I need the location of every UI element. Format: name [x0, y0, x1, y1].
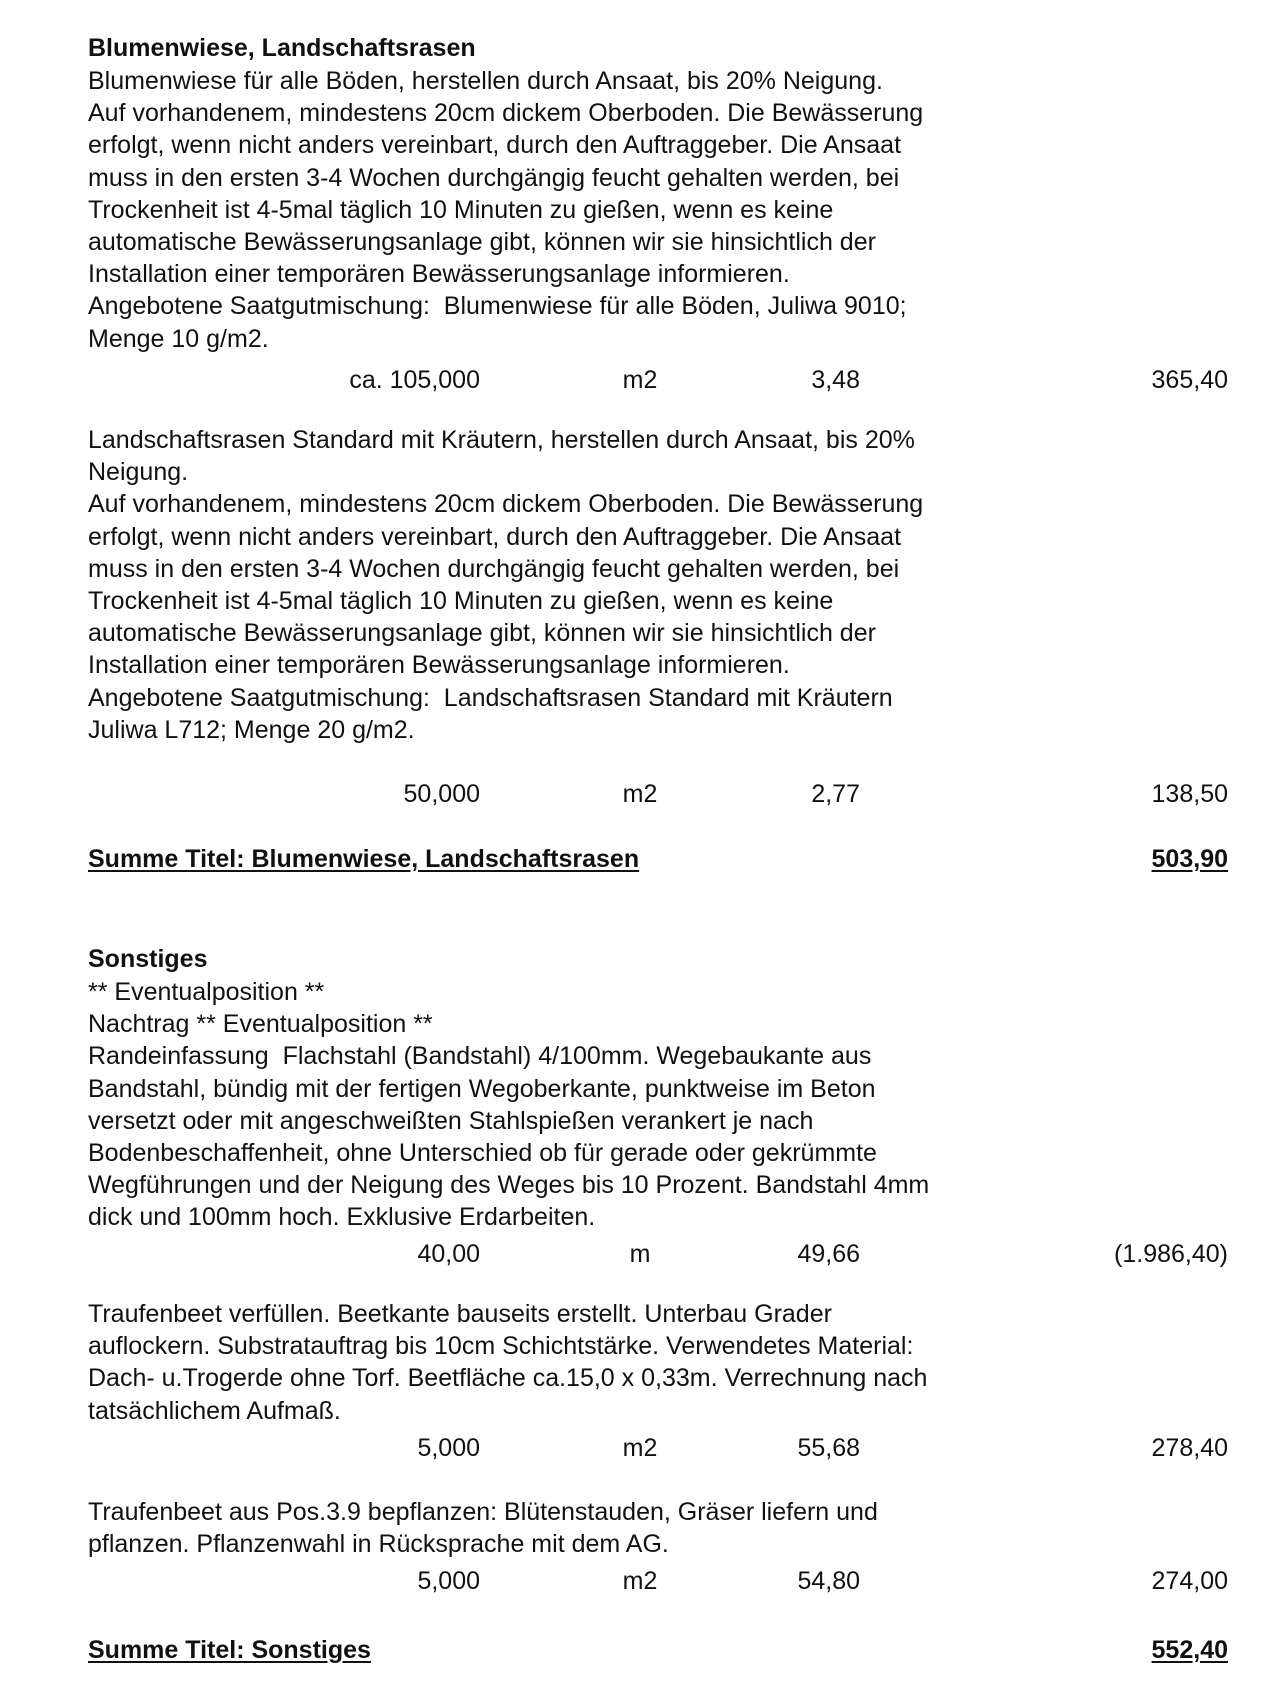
unit-price: 2,77 [811, 780, 860, 808]
unit-price: 49,66 [797, 1240, 860, 1268]
unit: m2 [622, 780, 658, 808]
position-description [88, 65, 1088, 355]
position-values-row [0, 1238, 1280, 1270]
position-description [88, 976, 1088, 1234]
description-line: Auf vorhandenem, mindestens 20cm dickem Oberboden. Die Bewässerung [88, 99, 924, 128]
quantity: ca. 105,000 [349, 366, 480, 394]
description-line: versetzt oder mit angeschweißten Stahlspießen verankert je nach [88, 1106, 814, 1135]
description-line: Landschaftsrasen Standard mit Kräutern, herstellen durch Ansaat, bis 20% [88, 426, 915, 454]
quantity: 5,000 [417, 1434, 480, 1462]
description-line: Bandstahl, bündig mit der fertigen Wegoberkante, punktweise im Beton [88, 1074, 876, 1103]
description-line: Wegführungen und der Neigung des Weges bis 10 Prozent. Bandstahl 4mm [88, 1171, 930, 1200]
unit-price: 55,68 [797, 1434, 860, 1462]
position-description [88, 1298, 1088, 1427]
line-total: (1.986,40) [1114, 1240, 1228, 1268]
unit: m2 [622, 1434, 658, 1462]
description-line: muss in den ersten 3-4 Wochen durchgängig feucht gehalten werden, bei [88, 163, 900, 192]
description-line: erfolgt, wenn nicht anders vereinbart, durch den Auftraggeber. Die Ansaat [88, 131, 902, 160]
description-line: dick und 100mm hoch. Exklusive Erdarbeiten. [88, 1203, 596, 1232]
description-line: Dach- u.Trogerde ohne Torf. Beetfläche ca.15,0 x 0,33m. Verrechnung nach [88, 1364, 928, 1393]
section-sum-value: 503,90 [1151, 845, 1228, 873]
position-values-row [0, 1565, 1280, 1597]
description-line: Traufenbeet verfüllen. Beetkante bauseits erstellt. Unterbau Grader [88, 1300, 832, 1328]
description-line: Neigung. [88, 458, 189, 487]
section-title: Blumenwiese, Landschaftsrasen [88, 34, 476, 62]
description-line: Angebotene Saatgutmischung: Blumenwiese für alle Böden, Juliwa 9010; [88, 292, 907, 321]
unit: m [629, 1240, 651, 1268]
position-values-row [0, 1432, 1280, 1464]
unit-price: 3,48 [811, 366, 860, 394]
section-sum-label: Summe Titel: Blumenwiese, Landschaftsrasen [88, 845, 640, 873]
description-line: Nachtrag ** Eventualposition ** [88, 1010, 433, 1039]
description-line: automatische Bewässerungsanlage gibt, können wir sie hinsichtlich der [88, 619, 876, 648]
section-sum-row [0, 843, 1280, 875]
description-line: auflockern. Substratauftrag bis 10cm Schichtstärke. Verwendetes Material: [88, 1332, 914, 1361]
line-total: 278,40 [1151, 1434, 1228, 1462]
line-total: 365,40 [1151, 366, 1228, 394]
unit: m2 [622, 366, 658, 394]
quantity: 5,000 [417, 1567, 480, 1595]
description-line: Angebotene Saatgutmischung: Landschaftsrasen Standard mit Kräutern [88, 683, 893, 712]
position-values-row [0, 364, 1280, 396]
description-line: Bodenbeschaffenheit, ohne Unterschied ob für gerade oder gekrümmte [88, 1139, 877, 1168]
position-description [88, 424, 1088, 746]
description-line: Randeinfassung Flachstahl (Bandstahl) 4/100mm. Wegebaukante aus [88, 1042, 872, 1071]
description-line: tatsächlichem Aufmaß. [88, 1396, 341, 1425]
description-line: Traufenbeet aus Pos.3.9 bepflanzen: Blütenstauden, Gräser liefern und [88, 1498, 878, 1526]
position-description [88, 1496, 1088, 1560]
section-title: Sonstiges [88, 945, 208, 973]
description-line: Installation einer temporären Bewässerungsanlage informieren. [88, 260, 790, 289]
section-sum-label: Summe Titel: Sonstiges [88, 1636, 371, 1664]
unit: m2 [622, 1567, 658, 1595]
description-line: automatische Bewässerungsanlage gibt, können wir sie hinsichtlich der [88, 228, 876, 257]
position-values-row [0, 778, 1280, 810]
description-line: Trockenheit ist 4-5mal täglich 10 Minuten zu gießen, wenn es keine [88, 195, 834, 224]
description-line: ** Eventualposition ** [88, 978, 325, 1006]
description-line: erfolgt, wenn nicht anders vereinbart, durch den Auftraggeber. Die Ansaat [88, 522, 902, 551]
unit-price: 54,80 [797, 1567, 860, 1595]
line-total: 274,00 [1151, 1567, 1228, 1595]
description-line: muss in den ersten 3-4 Wochen durchgängig feucht gehalten werden, bei [88, 554, 900, 583]
section-sum-value: 552,40 [1151, 1636, 1228, 1664]
line-total: 138,50 [1151, 780, 1228, 808]
description-line: Installation einer temporären Bewässerungsanlage informieren. [88, 651, 790, 680]
description-line: pflanzen. Pflanzenwahl in Rücksprache mit dem AG. [88, 1530, 669, 1559]
quantity: 50,000 [403, 780, 480, 808]
description-line: Juliwa L712; Menge 20 g/m2. [88, 715, 415, 744]
description-line: Trockenheit ist 4-5mal täglich 10 Minuten zu gießen, wenn es keine [88, 587, 834, 616]
description-line: Auf vorhandenem, mindestens 20cm dickem Oberboden. Die Bewässerung [88, 490, 924, 519]
description-line: Menge 10 g/m2. [88, 324, 269, 353]
quantity: 40,00 [417, 1240, 480, 1268]
section-sum-row [0, 1634, 1280, 1666]
description-line: Blumenwiese für alle Böden, herstellen durch Ansaat, bis 20% Neigung. [88, 67, 883, 95]
